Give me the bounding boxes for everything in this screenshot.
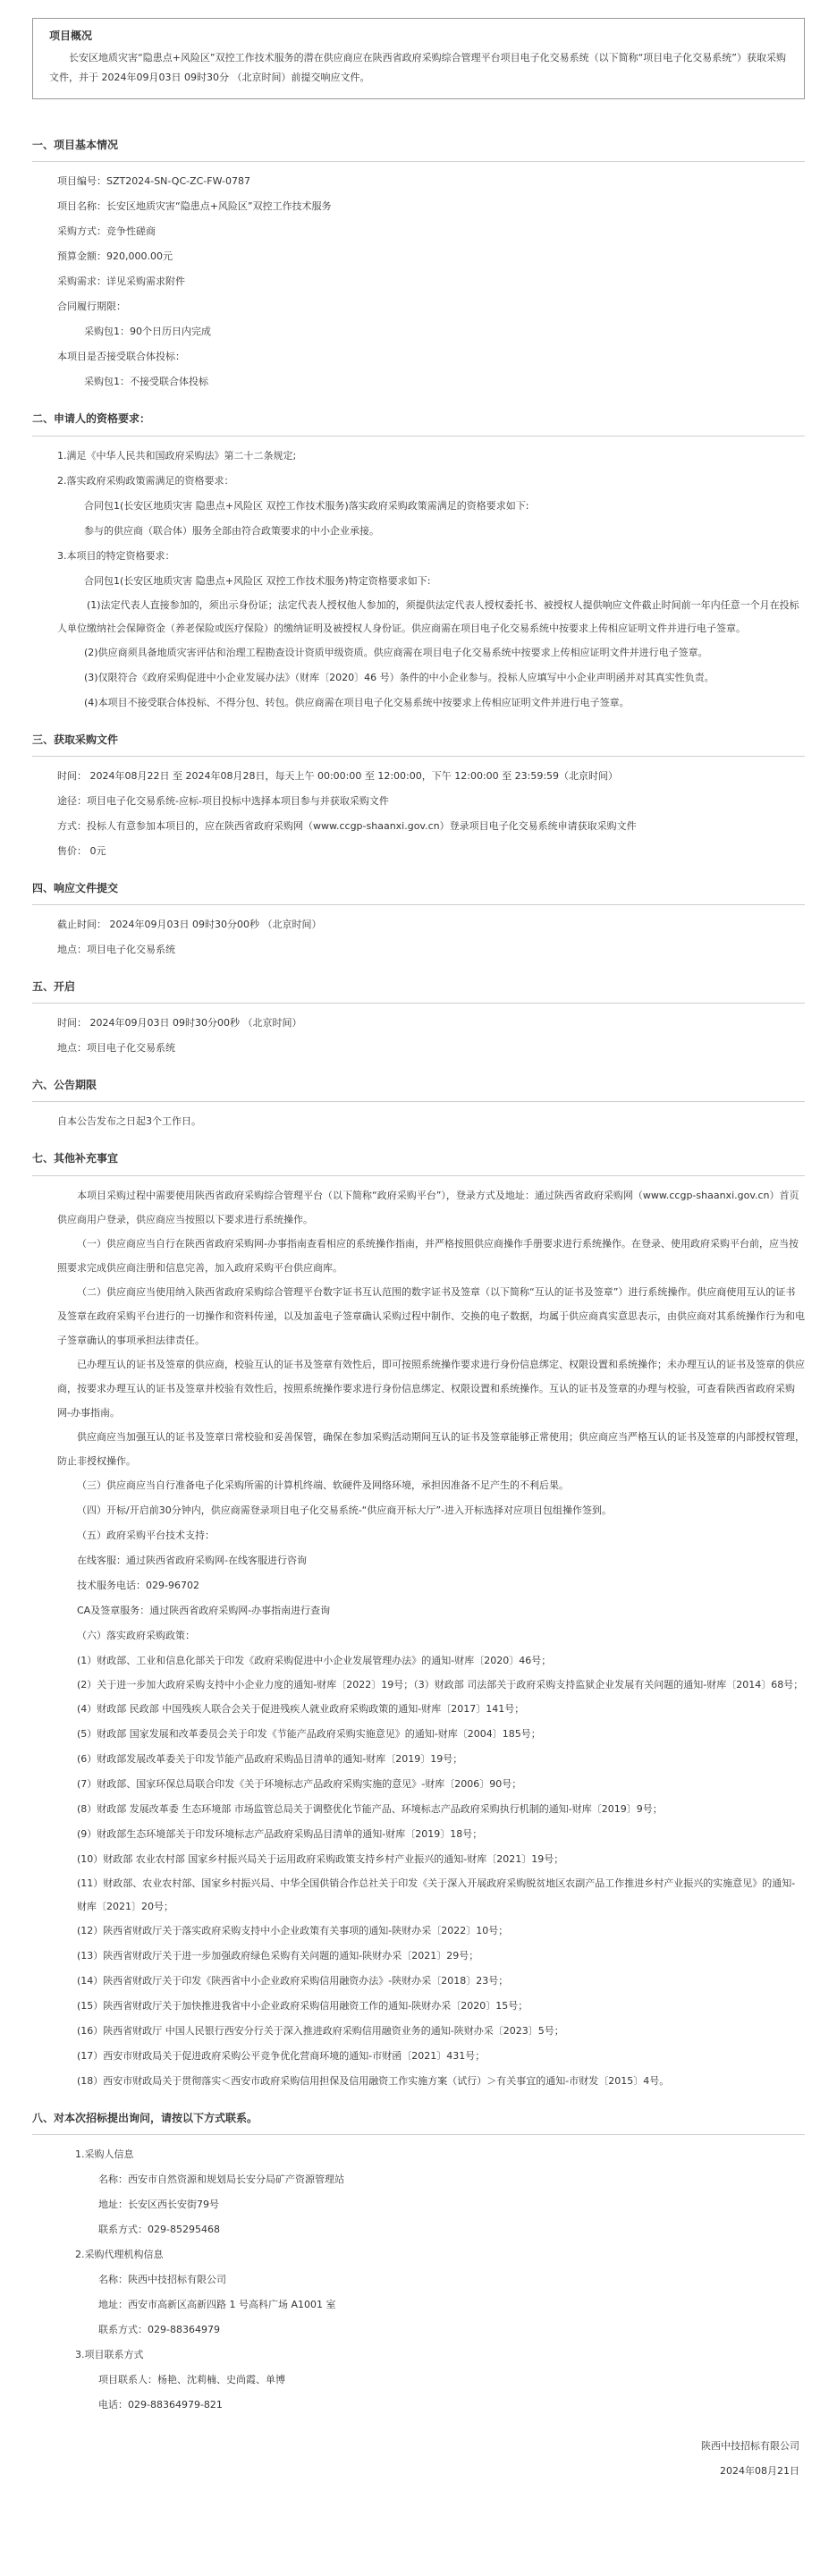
policy-item: (16）陕西省财政厅 中国人民银行西安分行关于深入推进政府采购信用融资业务的通知-陕财办采〔2023〕5号； <box>77 2024 564 2037</box>
section-basic-info <box>32 137 805 394</box>
get-docs-method: 方式：投标人有意参加本项目的，应在陕西省政府采购网（www.ccgp-shaanxi.gov.cn）登录项目电子化交易系统申请获取采购文件 <box>57 819 637 832</box>
submission-deadline: 截止时间： 2024年09月03日 09时30分00秒 （北京时间） <box>57 918 322 930</box>
policy-item: (7）财政部、国家环保总局联合印发《关于环境标志产品政府采购实施的意见》-财库〔2006〕90号； <box>77 1777 522 1790</box>
policy-item: (14）陕西省财政厅关于印发《陕西省中小企业政府采购信用融资办法》-陕财办采〔2018〕23号； <box>77 1974 509 1987</box>
qualification-2a: 合同包1(长安区地质灾害 隐患点+风险区 双控工作技术服务)落实政府采购政策需满足的资格要求如下: <box>84 499 529 512</box>
agency-name: 名称：陕西中技招标有限公司 <box>98 2273 226 2285</box>
overview-text: 长安区地质灾害“隐患点+风险区”双控工作技术服务的潜在供应商应在陕西省政府采购综合管理平台项目电子化交易系统（以下简称“项目电子化交易系统”）获取采购文件，并于 2024年09月03日 09时30分 （北京时间）前提交响应文件。 <box>49 52 787 84</box>
section-title: 一、项目基本情况 <box>32 139 119 152</box>
agency-address: 地址：西安市高新区高新四路 1 号高科广场 A1001 室 <box>98 2298 336 2310</box>
other-para-7: （四）开标/开启前30分钟内，供应商需登录项目电子化交易系统-“供应商开标大厅”-进入开标选择对应项目包组操作签到。 <box>77 1504 613 1516</box>
opening-time: 时间： 2024年09月03日 09时30分00秒 （北京时间） <box>57 1017 302 1030</box>
consortium-label: 本项目是否接受联合体投标： <box>57 351 185 363</box>
policy-item: (10）财政部 农业农村部 国家乡村振兴局关于运用政府采购政策支持乡村产业振兴的通知-财库〔2021〕19号； <box>77 1852 564 1865</box>
project-overview-box <box>32 18 805 99</box>
signature-block <box>32 2434 805 2484</box>
policy-item: (1）财政部、工业和信息化部关于印发《政府采购促进中小企业发展管理办法》的通知-财库〔2020〕46号； <box>77 1654 552 1666</box>
other-para-4: 已办理互认的证书及签章的供应商，校验互认的证书及签章有效性后，即可按照系统操作要求进行身份信息绑定、权限设置和系统操作；未办理互认的证书及签章的供应商，按要求办理互认的证书及签章并校验有效性后，按照系统操作要求进行身份信息绑定、权限设置和系统操作。互认的证书及签章的办理与校验，可查看陕西省政府采购网-办事指南。 <box>57 1358 805 1419</box>
section-title: 五、开启 <box>32 979 76 993</box>
consortium-value: 采购包1：不接受联合体投标 <box>84 376 208 388</box>
qualification-2: 2.落实政府采购政策需满足的资格要求： <box>57 474 234 487</box>
other-para-1: 本项目采购过程中需要使用陕西省政府采购综合管理平台（以下简称“政府采购平台”），登录方式及地址：通过陕西省政府采购网（www.ccgp-shaanxi.gov.cn）首页供应商用户登录，供应商应当按照以下要求进行系统操作。 <box>57 1189 799 1225</box>
policy-item: (11）财政部、农业农村部、国家乡村振兴局、中华全国供销合作总社关于印发《关于深入开展政府采购脱贫地区农副产品工作推进乡村产业振兴的实施意见》的通知-财库〔2021〕20号； <box>77 1877 796 1912</box>
policy-item: (2）关于进一步加大政府采购支持中小企业力度的通知-财库〔2022〕19号；（3）财政部 司法部关于政府采购支持监狱企业发展有关问题的通知-财库〔2014〕68号； <box>77 1678 804 1690</box>
ca-service: CA及签章服务：通过陕西省政府采购网-办事指南进行查询 <box>77 1604 331 1616</box>
policy-item: (18）西安市财政局关于贯彻落实＜西安市政府采购信用担保及信用融资工作实施方案（试行）＞有关事宜的通知-市财发〔2015〕4号。 <box>77 2074 670 2087</box>
procurement-need: 采购需求：详见采购需求附件 <box>57 275 185 288</box>
issuer-name: 陕西中技招标有限公司 <box>701 2439 799 2452</box>
purchaser-name: 名称：西安市自然资源和规划局长安分局矿产资源管理站 <box>98 2173 344 2185</box>
section-title: 二、申请人的资格要求： <box>32 412 151 426</box>
qualification-3: 3.本项目的特定资格要求： <box>57 549 175 562</box>
section-title: 六、公告期限 <box>32 1079 97 1092</box>
opening-place: 地点：项目电子化交易系统 <box>57 1042 175 1055</box>
section-title: 四、响应文件提交 <box>32 881 119 894</box>
section-qualifications <box>32 411 805 715</box>
policy-item: (17）西安市财政局关于促进政府采购公平竞争优化营商环境的通知-市财函〔2021〕431号； <box>77 2049 486 2062</box>
section-opening <box>32 979 805 1061</box>
divider <box>32 161 805 162</box>
get-docs-price: 售价： 0元 <box>57 844 106 857</box>
get-docs-route: 途径：项目电子化交易系统-应标-项目投标中选择本项目参与并获取采购文件 <box>57 794 389 807</box>
tech-phone: 技术服务电话：029-96702 <box>77 1579 199 1591</box>
get-docs-time: 时间： 2024年08月22日 至 2024年08月28日，每天上午 00:00:00 至 12:00:00，下午 12:00:00 至 23:59:59（北京时间） <box>57 769 619 782</box>
divider <box>32 1003 805 1004</box>
policy-item: (8）财政部 发展改革委 生态环境部 市场监管总局关于调整优化节能产品、环境标志产品政府采购执行机制的通知-财库〔2019〕9号； <box>77 1802 663 1815</box>
divider <box>32 2134 805 2135</box>
qualification-2b: 参与的供应商（联合体）服务全部由符合政策要求的中小企业承接。 <box>84 524 379 537</box>
other-para-2: （一）供应商应当自行在陕西省政府采购网-办事指南查看相应的系统操作指南，并严格按照供应商操作手册要求进行系统操作。在登录、使用政府采购平台前，应当按照要求完成供应商注册和信息完善，加入政府采购平台供应商库。 <box>57 1237 799 1274</box>
section-title: 七、其他补充事宜 <box>32 1152 119 1165</box>
policy-item: (12）陕西省财政厅关于落实政府采购支持中小企业政策有关事项的通知-陕财办采〔2022〕10号； <box>77 1924 509 1936</box>
qualification-3b: (1)法定代表人直接参加的，须出示身份证；法定代表人授权他人参加的，须提供法定代表人授权委托书、被授权人提供响应文件截止时间前一年内任意一个月在投标人单位缴纳社会保障资金（养老保险或医疗保险）的缴纳证明及被授权人身份证。供应商需在项目电子化交易系统中按要求上传相应证明文件并进行电子签章。 <box>57 598 799 634</box>
section-submission <box>32 880 805 962</box>
qualification-3c: (2)供应商须具备地质灾害评估和治理工程勘查设计资质甲级资质。供应商需在项目电子化交易系统中按要求上传相应证明文件并进行电子签章。 <box>84 646 708 658</box>
issue-date: 2024年08月21日 <box>720 2464 799 2477</box>
section-title: 三、获取采购文件 <box>32 733 119 746</box>
submission-place: 地点：项目电子化交易系统 <box>57 943 175 955</box>
divider <box>32 1175 805 1176</box>
section-get-documents <box>32 732 805 864</box>
project-name: 项目名称：长安区地质灾害“隐患点+风险区”双控工作技术服务 <box>57 200 332 213</box>
policy-item: (6）财政部发展改革委关于印发节能产品政府采购品目清单的通知-财库〔2019〕19号； <box>77 1752 463 1765</box>
qualification-3d: (3)仅限符合《政府采购促进中小企业发展办法》（财库〔2020〕46 号）条件的中小企业参与。投标人应填写中小企业声明函并对其真实性负责。 <box>84 671 714 683</box>
section-title: 八、对本次招标提出询问，请按以下方式联系。 <box>32 2111 258 2124</box>
divider <box>32 1101 805 1102</box>
procurement-method: 采购方式：竞争性磋商 <box>57 225 156 238</box>
project-number: 项目编号：SZT2024-SN-QC-ZC-FW-0787 <box>57 175 250 188</box>
budget-amount: 预算金额：920,000.00元 <box>57 250 173 263</box>
online-service: 在线客服：通过陕西省政府采购网-在线客服进行咨询 <box>77 1554 307 1566</box>
other-para-6: （三）供应商应当自行准备电子化采购所需的计算机终端、软硬件及网络环境，承担因准备不足产生的不利后果。 <box>77 1479 569 1491</box>
section-announcement-period <box>32 1077 805 1134</box>
project-contact-phone: 电话：029-88364979-821 <box>98 2398 223 2411</box>
project-contact-people: 项目联系人：杨艳、沈莉楠、史尚霞、单博 <box>98 2373 285 2385</box>
announcement-period-text: 自本公告发布之日起3个工作日。 <box>57 1115 201 1128</box>
policy-item: (4）财政部 民政部 中国残疾人联合会关于促进残疾人就业政府采购政策的通知-财库〔2017〕141号； <box>77 1702 525 1715</box>
purchaser-address: 地址：长安区西长安街79号 <box>98 2198 219 2210</box>
policy-heading: （六）落实政府采购政策： <box>77 1629 195 1641</box>
section-contacts <box>32 2110 805 2418</box>
policy-item: (9）财政部生态环境部关于印发环境标志产品政府采购品目清单的通知-财库〔2019〕18号； <box>77 1827 483 1840</box>
qualification-3a: 合同包1(长安区地质灾害 隐患点+风险区 双控工作技术服务)特定资格要求如下: <box>84 574 431 587</box>
policy-item: (15）陕西省财政厅关于加快推进我省中小企业政府采购信用融资工作的通知-陕财办采〔2020〕15号； <box>77 1999 528 2012</box>
purchaser-label: 1.采购人信息 <box>75 2148 134 2160</box>
policy-item: (13）陕西省财政厅关于进一步加强政府绿色采购有关问题的通知-陕财办采〔2021〕29号； <box>77 1949 479 1962</box>
contract-period-label: 合同履行期限： <box>57 301 126 313</box>
overview-title: 项目概况 <box>49 30 93 42</box>
divider <box>32 904 805 905</box>
other-para-3: （二）供应商应当使用纳入陕西省政府采购综合管理平台数字证书互认范围的数字证书及签章（以下简称“互认的证书及签章”）进行系统操作。供应商使用互认的证书及签章在政府采购平台进行的一切操作和资料传递，以及加盖电子签章确认采购过程中制作、交换的电子数据，均属于供应商真实意思表示，由供应商对其系统操作行为和电子签章确认的事项承担法律责任。 <box>57 1285 805 1346</box>
section-other-matters <box>32 1150 805 2093</box>
other-para-5: 供应商应当加强互认的证书及签章日常校验和妥善保管，确保在参加采购活动期间互认的证书及签章能够正常使用；供应商应当严格互认的证书及签章的内部授权管理，防止非授权操作。 <box>57 1430 805 1467</box>
purchaser-phone: 联系方式：029-85295468 <box>98 2223 220 2235</box>
divider <box>32 756 805 757</box>
qualification-3e: (4)本项目不接受联合体投标、不得分包、转包。供应商需在项目电子化交易系统中按要求上传相应证明文件并进行电子签章。 <box>84 696 630 708</box>
other-para-8: （五）政府采购平台技术支持： <box>77 1529 215 1541</box>
project-contact-label: 3.项目联系方式 <box>75 2348 144 2360</box>
qualification-1: 1.满足《中华人民共和国政府采购法》第二十二条规定; <box>57 449 297 462</box>
agency-label: 2.采购代理机构信息 <box>75 2248 164 2260</box>
agency-phone: 联系方式：029-88364979 <box>98 2323 220 2335</box>
contract-period-value: 采购包1：90个日历日内完成 <box>84 326 211 338</box>
policy-item: (5）财政部 国家发展和改革委员会关于印发《节能产品政府采购实施意见》的通知-财库〔2004〕185号； <box>77 1727 541 1740</box>
